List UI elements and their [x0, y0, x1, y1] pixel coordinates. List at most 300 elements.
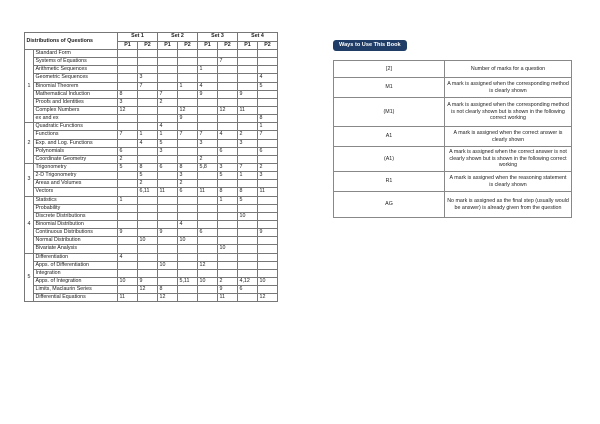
question-cell: [238, 294, 258, 302]
question-cell: 10: [198, 277, 218, 285]
question-cell: [178, 261, 198, 269]
topic-cell: Bivariate Analysis: [34, 245, 118, 253]
question-cell: [238, 229, 258, 237]
table-row: [25, 212, 278, 220]
question-cell: [198, 253, 218, 261]
table-row: [25, 66, 278, 74]
question-cell: 6,11: [138, 188, 158, 196]
question-cell: [118, 237, 138, 245]
question-cell: [138, 212, 158, 220]
question-cell: [158, 212, 178, 220]
table-row: [25, 58, 278, 66]
question-cell: [158, 106, 178, 114]
question-cell: [218, 82, 238, 90]
question-cell: [118, 139, 138, 147]
question-cell: [158, 196, 178, 204]
question-cell: 9: [258, 229, 278, 237]
question-cell: [118, 204, 138, 212]
distribution-table: [24, 32, 278, 302]
topic-cell: Integration: [34, 269, 118, 277]
question-cell: [118, 115, 138, 123]
ways-row: [334, 172, 572, 192]
question-cell: 6: [158, 163, 178, 171]
question-cell: 6: [238, 286, 258, 294]
group-number: 2: [25, 123, 34, 164]
question-cell: [178, 269, 198, 277]
question-cell: 8: [178, 163, 198, 171]
table-row: [25, 229, 278, 237]
question-cell: [158, 253, 178, 261]
topic-cell: Discrete Distributions: [34, 212, 118, 220]
set-header: Set 1: [118, 33, 158, 42]
question-cell: [258, 245, 278, 253]
question-cell: [238, 261, 258, 269]
question-cell: [238, 66, 258, 74]
question-cell: 7: [258, 131, 278, 139]
question-cell: [138, 269, 158, 277]
question-cell: [198, 237, 218, 245]
topic-cell: Apps. of Integration: [34, 277, 118, 285]
table-row: [25, 115, 278, 123]
question-cell: [198, 115, 218, 123]
topic-cell: Proofs and Identities: [34, 98, 118, 106]
question-cell: 6: [218, 147, 238, 155]
question-cell: [138, 253, 158, 261]
question-cell: [158, 74, 178, 82]
question-cell: [258, 139, 278, 147]
question-cell: [178, 66, 198, 74]
question-cell: 1: [178, 82, 198, 90]
question-cell: 4: [118, 253, 138, 261]
set-header: Set 3: [198, 33, 238, 42]
question-cell: [198, 204, 218, 212]
question-cell: [178, 98, 198, 106]
question-cell: 9: [138, 277, 158, 285]
question-cell: [258, 253, 278, 261]
topic-cell: Polynomials: [34, 147, 118, 155]
question-cell: 11: [218, 294, 238, 302]
question-cell: [158, 237, 178, 245]
question-cell: [118, 180, 138, 188]
question-cell: [198, 180, 218, 188]
question-cell: 12: [158, 294, 178, 302]
mark-code: A1: [334, 127, 445, 147]
group-number: 1: [25, 50, 34, 123]
question-cell: [218, 212, 238, 220]
question-cell: 4: [178, 220, 198, 228]
topic-cell: 2-D Trigonometry: [34, 172, 118, 180]
question-cell: [218, 98, 238, 106]
question-cell: [218, 261, 238, 269]
question-cell: [218, 204, 238, 212]
paper-header: P2: [178, 41, 198, 50]
question-cell: [258, 269, 278, 277]
question-cell: [138, 115, 158, 123]
question-cell: 3: [118, 98, 138, 106]
question-cell: [258, 261, 278, 269]
question-cell: [258, 237, 278, 245]
question-cell: 8: [158, 286, 178, 294]
question-cell: 3: [238, 139, 258, 147]
question-cell: [178, 253, 198, 261]
question-cell: 10: [178, 237, 198, 245]
question-cell: [178, 245, 198, 253]
question-cell: [118, 82, 138, 90]
question-cell: 4: [218, 131, 238, 139]
question-cell: 2: [138, 180, 158, 188]
question-cell: [138, 58, 158, 66]
question-cell: [158, 115, 178, 123]
question-cell: 8: [238, 188, 258, 196]
question-cell: [178, 139, 198, 147]
question-cell: 12: [258, 294, 278, 302]
paper-header: P1: [238, 41, 258, 50]
ways-row: [334, 192, 572, 218]
ways-row: [334, 78, 572, 98]
question-cell: [238, 98, 258, 106]
topic-cell: Standard Form: [34, 50, 118, 58]
question-cell: 4: [158, 123, 178, 131]
question-cell: [238, 155, 258, 163]
topic-cell: Statistics: [34, 196, 118, 204]
question-cell: [218, 155, 238, 163]
question-cell: [138, 229, 158, 237]
question-cell: [258, 212, 278, 220]
question-cell: 5: [118, 163, 138, 171]
question-cell: [178, 286, 198, 294]
question-cell: 9: [178, 115, 198, 123]
question-cell: 10: [158, 261, 178, 269]
question-cell: [218, 123, 238, 131]
question-cell: 12: [178, 106, 198, 114]
table-row: [25, 98, 278, 106]
question-cell: [138, 50, 158, 58]
question-cell: [218, 220, 238, 228]
question-cell: 11: [258, 188, 278, 196]
question-cell: [258, 98, 278, 106]
question-cell: [118, 58, 138, 66]
mark-description: A mark is assigned when the reasoning statement is clearly shown: [445, 172, 572, 192]
question-cell: [258, 180, 278, 188]
table-row: [25, 261, 278, 269]
question-cell: [198, 196, 218, 204]
question-cell: 7: [238, 163, 258, 171]
question-cell: [118, 269, 138, 277]
question-cell: [178, 294, 198, 302]
question-cell: [258, 220, 278, 228]
paper-header: P2: [138, 41, 158, 50]
question-cell: [158, 58, 178, 66]
question-cell: [138, 204, 158, 212]
question-cell: 7: [138, 82, 158, 90]
question-cell: [258, 66, 278, 74]
topic-cell: Mathematical Induction: [34, 90, 118, 98]
question-cell: 5: [158, 139, 178, 147]
question-cell: [178, 204, 198, 212]
paper-header: P1: [198, 41, 218, 50]
distribution-panel: [24, 32, 278, 302]
question-cell: 9: [158, 229, 178, 237]
table-row: [25, 147, 278, 155]
question-cell: [198, 147, 218, 155]
question-cell: [138, 147, 158, 155]
question-cell: 2: [218, 277, 238, 285]
mark-code: (M1): [334, 98, 445, 127]
question-cell: 2: [178, 180, 198, 188]
question-cell: [218, 50, 238, 58]
mark-code: M1: [334, 78, 445, 98]
question-cell: 5: [138, 172, 158, 180]
question-cell: [238, 204, 258, 212]
question-cell: 1: [118, 196, 138, 204]
question-cell: [258, 204, 278, 212]
question-cell: [258, 106, 278, 114]
question-cell: [138, 123, 158, 131]
question-cell: 7: [218, 58, 238, 66]
question-cell: 10: [138, 237, 158, 245]
table-row: [25, 139, 278, 147]
question-cell: 9: [218, 286, 238, 294]
question-cell: [178, 123, 198, 131]
set-header: Set 4: [238, 33, 278, 42]
question-cell: [258, 286, 278, 294]
question-cell: 12: [218, 106, 238, 114]
question-cell: [198, 106, 218, 114]
table-row: [25, 253, 278, 261]
ways-row: [334, 147, 572, 172]
mark-code: R1: [334, 172, 445, 192]
table-row: [25, 163, 278, 171]
question-cell: [218, 139, 238, 147]
question-cell: 2: [198, 155, 218, 163]
table-row: [25, 50, 278, 58]
question-cell: 2: [238, 131, 258, 139]
question-cell: [198, 269, 218, 277]
question-cell: [238, 115, 258, 123]
topic-cell: Quadratic Functions: [34, 123, 118, 131]
question-cell: 7: [198, 131, 218, 139]
topic-cell: ex and ex: [34, 115, 118, 123]
question-cell: [238, 237, 258, 245]
question-cell: [258, 58, 278, 66]
group-number: 3: [25, 163, 34, 196]
question-cell: 6: [198, 229, 218, 237]
question-cell: 5: [258, 82, 278, 90]
question-cell: [198, 74, 218, 82]
question-cell: 11: [238, 106, 258, 114]
question-cell: [198, 294, 218, 302]
table-row: [25, 90, 278, 98]
question-cell: [118, 123, 138, 131]
question-cell: [178, 74, 198, 82]
table-row: [25, 74, 278, 82]
question-cell: [198, 123, 218, 131]
question-cell: [138, 155, 158, 163]
question-cell: [218, 180, 238, 188]
question-cell: [218, 253, 238, 261]
question-cell: [258, 196, 278, 204]
question-cell: [198, 245, 218, 253]
question-cell: [198, 212, 218, 220]
question-cell: [178, 196, 198, 204]
question-cell: [118, 212, 138, 220]
question-cell: 11: [118, 294, 138, 302]
question-cell: 8: [218, 188, 238, 196]
topic-cell: Binomial Theorem: [34, 82, 118, 90]
question-cell: [138, 220, 158, 228]
mark-description: Number of marks for a question: [445, 61, 572, 78]
question-cell: [238, 82, 258, 90]
question-cell: 3: [258, 172, 278, 180]
question-cell: 9: [238, 90, 258, 98]
question-cell: [158, 269, 178, 277]
table-row: [25, 269, 278, 277]
table-row: [25, 277, 278, 285]
question-cell: 11: [198, 188, 218, 196]
question-cell: [138, 90, 158, 98]
question-cell: 12: [138, 286, 158, 294]
question-cell: 7: [118, 131, 138, 139]
question-cell: 1: [258, 123, 278, 131]
question-cell: [158, 155, 178, 163]
question-cell: 1: [198, 66, 218, 74]
question-cell: [238, 147, 258, 155]
question-cell: [218, 66, 238, 74]
question-cell: [198, 58, 218, 66]
question-cell: [238, 123, 258, 131]
question-cell: 6: [258, 147, 278, 155]
ways-row: [334, 61, 572, 78]
paper-header: P2: [218, 41, 238, 50]
mark-description: A mark is assigned when the correct answer is clearly shown: [445, 127, 572, 147]
question-cell: 10: [238, 212, 258, 220]
question-cell: [178, 58, 198, 66]
question-cell: [118, 286, 138, 294]
question-cell: 4: [198, 82, 218, 90]
question-cell: [178, 90, 198, 98]
question-cell: 6: [178, 188, 198, 196]
question-cell: [218, 115, 238, 123]
question-cell: [238, 50, 258, 58]
question-cell: 4,12: [238, 277, 258, 285]
question-cell: [158, 277, 178, 285]
mark-description: A mark is assigned when the corresponding method is clearly shown: [445, 78, 572, 98]
question-cell: [118, 245, 138, 253]
group-number: 5: [25, 253, 34, 302]
table-row: [25, 245, 278, 253]
question-cell: 1: [218, 196, 238, 204]
table-row: [25, 286, 278, 294]
table-row: [25, 237, 278, 245]
topic-cell: Exp. and Log. Functions: [34, 139, 118, 147]
question-cell: [138, 106, 158, 114]
question-cell: [238, 245, 258, 253]
question-cell: 2: [158, 98, 178, 106]
question-cell: [178, 147, 198, 155]
topic-cell: Continuous Distributions: [34, 229, 118, 237]
mark-description: No mark is assigned as the final step (usually would be answer) is already given from the question: [445, 192, 572, 218]
question-cell: 5,8: [198, 163, 218, 171]
ways-table: [333, 60, 572, 218]
question-cell: [138, 261, 158, 269]
question-cell: 12: [118, 106, 138, 114]
topic-cell: Normal Distribution: [34, 237, 118, 245]
question-cell: [178, 212, 198, 220]
topic-cell: Areas and Volumes: [34, 180, 118, 188]
topic-cell: Systems of Equations: [34, 58, 118, 66]
mark-description: A mark is assigned when the correct answer is not clearly shown but is shown in the following correct working: [445, 147, 572, 172]
question-cell: 3: [178, 172, 198, 180]
question-cell: [238, 220, 258, 228]
table-row: [25, 204, 278, 212]
question-cell: [218, 229, 238, 237]
question-cell: 8: [118, 90, 138, 98]
question-cell: [118, 261, 138, 269]
question-cell: [258, 155, 278, 163]
question-cell: 11: [158, 188, 178, 196]
question-cell: [138, 98, 158, 106]
question-cell: [238, 253, 258, 261]
topic-cell: Limits, Maclaurin Series: [34, 286, 118, 294]
topic-cell: Differential Equations: [34, 294, 118, 302]
question-cell: [118, 66, 138, 74]
question-cell: [158, 204, 178, 212]
question-cell: [118, 74, 138, 82]
question-cell: 10: [218, 245, 238, 253]
table-row: [25, 220, 278, 228]
question-cell: [138, 245, 158, 253]
mark-code: (A1): [334, 147, 445, 172]
question-cell: 1: [138, 131, 158, 139]
paper-header: P1: [158, 41, 178, 50]
table-row: [25, 172, 278, 180]
question-cell: 2: [118, 155, 138, 163]
paper-header: P2: [258, 41, 278, 50]
mark-description: A mark is assigned when the corresponding method is not clearly shown but is shown in the following correct working: [445, 98, 572, 127]
question-cell: 8: [138, 163, 158, 171]
question-cell: [178, 155, 198, 163]
mark-code: [2]: [334, 61, 445, 78]
topic-cell: Binomial Distribution: [34, 220, 118, 228]
question-cell: [198, 172, 218, 180]
distribution-title: Distributions of Questions: [25, 33, 118, 50]
question-cell: [178, 229, 198, 237]
question-cell: [238, 269, 258, 277]
group-number: 4: [25, 196, 34, 253]
question-cell: 4: [258, 74, 278, 82]
question-cell: [218, 90, 238, 98]
question-cell: [158, 82, 178, 90]
question-cell: 1: [238, 172, 258, 180]
question-cell: 4: [138, 139, 158, 147]
question-cell: [258, 50, 278, 58]
question-cell: [238, 180, 258, 188]
question-cell: [218, 237, 238, 245]
table-row: [25, 188, 278, 196]
ways-panel: [333, 33, 572, 218]
question-cell: 5: [238, 196, 258, 204]
question-cell: [158, 66, 178, 74]
question-cell: 5,11: [178, 277, 198, 285]
topic-cell: Apps. of Differentiation: [34, 261, 118, 269]
set-header: Set 2: [158, 33, 198, 42]
question-cell: [138, 294, 158, 302]
ways-row: [334, 127, 572, 147]
paper-header: P1: [118, 41, 138, 50]
question-cell: 3: [198, 139, 218, 147]
question-cell: 6: [118, 147, 138, 155]
topic-cell: Coordinate Geometry: [34, 155, 118, 163]
